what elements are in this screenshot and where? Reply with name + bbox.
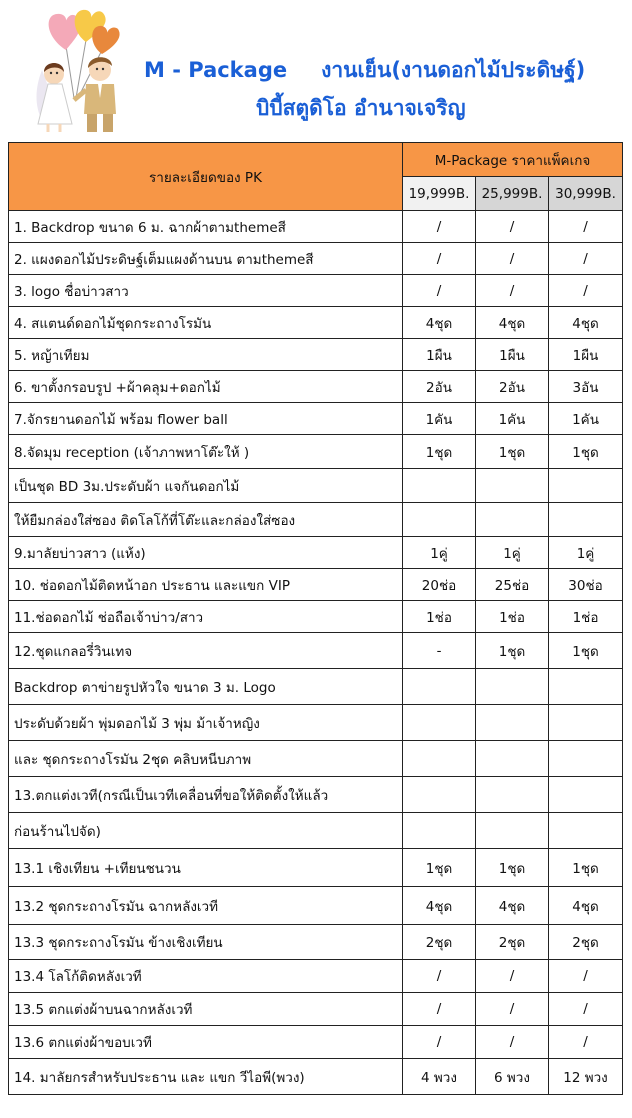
row-value: 25ช่อ	[476, 569, 549, 601]
row-value: 1ชุด	[403, 849, 476, 887]
table-row	[9, 1026, 623, 1059]
row-value	[403, 503, 476, 537]
row-value	[549, 503, 623, 537]
table-row	[9, 633, 623, 669]
row-value: 1คู่	[549, 537, 623, 569]
row-value	[476, 669, 549, 705]
table-row	[9, 669, 623, 705]
row-value: 4ชุด	[476, 307, 549, 339]
row-value: 1คัน	[403, 403, 476, 435]
row-value	[476, 777, 549, 813]
row-value: /	[403, 960, 476, 993]
package-table	[8, 142, 623, 1095]
row-value	[403, 705, 476, 741]
row-value: /	[476, 211, 549, 243]
row-label: 14. มาลัยกรสำหรับประธาน และ แขก วีไอพี(พวง)	[9, 1059, 403, 1095]
table-row	[9, 993, 623, 1026]
table-row	[9, 777, 623, 813]
table-row	[9, 569, 623, 601]
row-value	[476, 741, 549, 777]
row-label: 5. หญ้าเทียม	[9, 339, 403, 371]
row-value: 1ชุด	[476, 633, 549, 669]
table-row	[9, 537, 623, 569]
page-title	[144, 54, 585, 87]
row-value	[403, 669, 476, 705]
package-rows	[9, 211, 623, 1095]
row-value: /	[549, 993, 623, 1026]
price-25999: 25,999B.	[476, 177, 549, 211]
row-value: -	[403, 633, 476, 669]
row-label: 10. ช่อดอกไม้ติดหน้าอก ประธาน และแขก VIP	[9, 569, 403, 601]
row-label: 7.จักรยานดอกไม้ พร้อม flower ball	[9, 403, 403, 435]
row-value: 2อัน	[403, 371, 476, 403]
row-value: 12 พวง	[549, 1059, 623, 1095]
table-row	[9, 960, 623, 993]
title-prefix: M - Package	[144, 58, 288, 82]
row-value: 1ผืน	[549, 339, 623, 371]
row-value: 1คู่	[476, 537, 549, 569]
row-value	[549, 705, 623, 741]
row-value: /	[549, 960, 623, 993]
table-row	[9, 211, 623, 243]
row-value	[403, 741, 476, 777]
row-value: /	[403, 275, 476, 307]
row-value: 1คู่	[403, 537, 476, 569]
row-value: 1คัน	[476, 403, 549, 435]
row-value: 4ชุด	[403, 307, 476, 339]
row-value: 4ชุด	[549, 307, 623, 339]
row-value	[549, 741, 623, 777]
row-label: 13.6 ตกแต่งผ้าขอบเวที	[9, 1026, 403, 1059]
row-label: 11.ช่อดอกไม้ ช่อถือเจ้าบ่าว/สาว	[9, 601, 403, 633]
row-value: 1ชุด	[476, 849, 549, 887]
row-label: 13.ตกแต่งเวที(กรณีเป็นเวทีเคลื่อนที่ขอให้ติดตั้งให้แล้ว	[9, 777, 403, 813]
row-value: /	[549, 243, 623, 275]
row-value: 3อัน	[549, 371, 623, 403]
row-label: 6. ขาตั้งกรอบรูป +ผ้าคลุม+ดอกไม้	[9, 371, 403, 403]
table-row	[9, 705, 623, 741]
table-row	[9, 469, 623, 503]
title-suffix: งานเย็น(งานดอกไม้ประดิษฐ์)	[321, 58, 586, 82]
row-value: 4ชุด	[476, 887, 549, 925]
table-row	[9, 1059, 623, 1095]
table-row	[9, 403, 623, 435]
row-value: /	[549, 211, 623, 243]
row-value: 1ชุด	[549, 435, 623, 469]
row-value: 1ชุด	[403, 435, 476, 469]
page-header	[0, 0, 632, 142]
row-value	[403, 813, 476, 849]
row-value	[476, 503, 549, 537]
row-value: /	[476, 960, 549, 993]
table-row	[9, 849, 623, 887]
table-row	[9, 275, 623, 307]
row-value	[549, 669, 623, 705]
row-label: 2. แผงดอกไม้ประดิษฐ์เต็มแผงด้านบน ตามthemeสี	[9, 243, 403, 275]
row-label: ประดับด้วยผ้า พุ่มดอกไม้ 3 พุ่ม ม้าเจ้าหญิง	[9, 705, 403, 741]
row-value: 6 พวง	[476, 1059, 549, 1095]
price-header: M-Package ราคาแพ็คเกจ	[403, 143, 623, 177]
row-label: 8.จัดมุม reception (เจ้าภาพหาโต๊ะให้ )	[9, 435, 403, 469]
row-value: /	[476, 275, 549, 307]
table-row	[9, 503, 623, 537]
row-label: 12.ชุดแกลอรี่วินเทจ	[9, 633, 403, 669]
row-value	[403, 469, 476, 503]
row-label: 13.5 ตกแต่งผ้าบนฉากหลังเวที	[9, 993, 403, 1026]
row-value	[549, 813, 623, 849]
row-label: 13.3 ชุดกระถางโรมัน ข้างเชิงเทียน	[9, 925, 403, 960]
table-row	[9, 371, 623, 403]
row-label: เป็นชุด BD 3ม.ประดับผ้า แจกันดอกไม้	[9, 469, 403, 503]
row-label: 4. สแตนด์ดอกไม้ชุดกระถางโรมัน	[9, 307, 403, 339]
row-value	[476, 705, 549, 741]
table-row	[9, 243, 623, 275]
bride-groom-illustration	[14, 6, 144, 136]
row-label: 13.4 โลโก้ติดหลังเวที	[9, 960, 403, 993]
row-value: /	[476, 1026, 549, 1059]
row-value	[476, 469, 549, 503]
row-label: 1. Backdrop ขนาด 6 ม. ฉากผ้าตามthemeสี	[9, 211, 403, 243]
row-value: /	[476, 993, 549, 1026]
row-value: 1ชุด	[476, 435, 549, 469]
row-value: 2ชุด	[549, 925, 623, 960]
detail-header: รายละเอียดของ PK	[9, 143, 403, 211]
price-19999: 19,999B.	[403, 177, 476, 211]
row-label: ให้ยืมกล่องใส่ซอง ติดโลโก้ที่โต๊ะและกล่องใส่ซอง	[9, 503, 403, 537]
row-label: 9.มาลัยบ่าวสาว (แห้ง)	[9, 537, 403, 569]
row-value	[476, 813, 549, 849]
row-label: Backdrop ตาข่ายรูปหัวใจ ขนาด 3 ม. Logo	[9, 669, 403, 705]
row-value: 1ช่อ	[549, 601, 623, 633]
table-row	[9, 339, 623, 371]
row-label: 3. logo ชื่อบ่าวสาว	[9, 275, 403, 307]
row-value: 2ชุด	[476, 925, 549, 960]
row-label: และ ชุดกระถางโรมัน 2ชุด คลิบหนีบภาพ	[9, 741, 403, 777]
table-row	[9, 925, 623, 960]
page-subtitle: บิบี้สตูดิโอ อำนาจเจริญ	[256, 96, 466, 120]
table-row	[9, 601, 623, 633]
row-value: 2ชุด	[403, 925, 476, 960]
row-value: 1ชุด	[549, 633, 623, 669]
row-value	[549, 469, 623, 503]
price-30999: 30,999B.	[549, 177, 623, 211]
row-value: /	[403, 211, 476, 243]
row-value: 4ชุด	[403, 887, 476, 925]
row-value: 4ชุด	[549, 887, 623, 925]
row-value: 30ช่อ	[549, 569, 623, 601]
row-label: ก่อนร้านไปจัด)	[9, 813, 403, 849]
row-value: 4 พวง	[403, 1059, 476, 1095]
table-row	[9, 813, 623, 849]
row-value: /	[403, 243, 476, 275]
row-value	[549, 777, 623, 813]
row-value: 1ผืน	[403, 339, 476, 371]
table-row	[9, 435, 623, 469]
row-value: 20ช่อ	[403, 569, 476, 601]
table-row	[9, 307, 623, 339]
table-row	[9, 741, 623, 777]
row-value: 1ชุด	[549, 849, 623, 887]
row-value: 1ช่อ	[403, 601, 476, 633]
row-value: /	[476, 243, 549, 275]
row-value: 1คัน	[549, 403, 623, 435]
row-label: 13.1 เชิงเทียน +เทียนชนวน	[9, 849, 403, 887]
row-value: /	[549, 1026, 623, 1059]
table-row	[9, 887, 623, 925]
row-value: /	[403, 1026, 476, 1059]
row-value	[403, 777, 476, 813]
row-value: /	[549, 275, 623, 307]
row-value: /	[403, 993, 476, 1026]
row-value: 2อัน	[476, 371, 549, 403]
row-label: 13.2 ชุดกระถางโรมัน ฉากหลังเวที	[9, 887, 403, 925]
row-value: 1ผืน	[476, 339, 549, 371]
row-value: 1ช่อ	[476, 601, 549, 633]
